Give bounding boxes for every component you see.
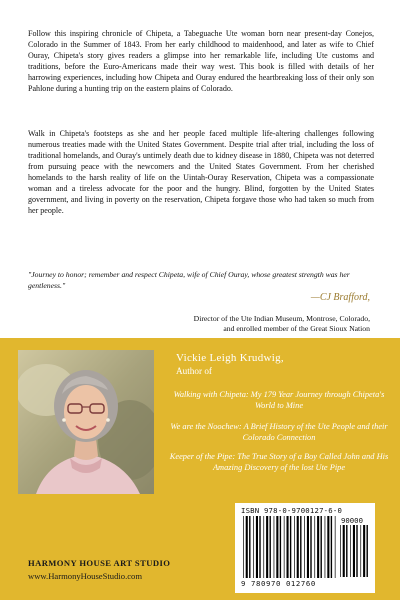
book-title-2: We are the Noochew: A Brief History of the Ute People and their Colorado Connection <box>170 422 388 442</box>
book-title-3: Keeper of the Pipe: The True Story of a Boy Called John and His Amazing Discovery of the lost Ute Pipe <box>169 452 389 472</box>
barcode-bars <box>243 516 337 578</box>
description-paragraph-2: Walk in Chipeta's footsteps as she and her people faced multiple life-altering challenges following numerous treaties made with the United States Government. Despite trial after trial, including the loss of traditional homelands, and Ouray's untimely death due to kidney disease in 1880, Chipeta was not deterred from pursuing peace with the newcomers and the United States Government. From her cherished homelands to the harsh reality of life on the Uintah-Ouray Reservation, Chipeta was a compassionate woman and a tireless advocate for the poor and the hungry. Blind, forgotten by the United States government, and living in poverty on the reservation, Chipeta forgave those who had taken so much from her people. <box>28 129 374 215</box>
price-barcode-bars <box>340 525 370 577</box>
author-photo <box>18 350 154 494</box>
isbn-barcode <box>235 503 375 593</box>
book-title-1: Walking with Chipeta: My 179 Year Journey through Chipeta's World to Mine <box>173 390 385 410</box>
author-role: Author of <box>176 366 212 376</box>
isbn-number: ISBN 978-0-9700127-6-0 <box>241 506 343 515</box>
description-paragraph-1: Follow this inspiring chronicle of Chipeta, a Tabeguache Ute woman born near present-day Conejos, Colorado in the Summer of 1843. From her early childhood to maidenhood, and later as wife to Chief Ouray, Chipeta's story gives readers a glimpse into her remarkable life, including Ute customs and traditions, before the Euro-Americans made their way west. This book is filled with details of her harrowing experiences, including how Chipeta and Ouray endured the heartbreaking loss of their only son Pahlone during a hunting trip on the eastern plains of Colorado. <box>28 29 374 93</box>
price-code: 90000 <box>341 516 363 525</box>
endorser-affiliation: and enrolled member of the Great Sioux Nation <box>223 324 370 333</box>
publisher-name: HARMONY HOUSE ART STUDIO <box>28 558 171 568</box>
endorser-name: —CJ Brafford, <box>310 292 370 303</box>
publisher-website: www.HarmonyHouseStudio.com <box>28 571 143 581</box>
endorser-title: Director of the Ute Indian Museum, Montrose, Colorado, <box>193 314 370 323</box>
author-name: Vickie Leigh Krudwig, <box>176 352 284 364</box>
endorsement-quote: "Journey to honor; remember and respect Chipeta, wife of Chief Ouray, whose greatest strength was her gentleness." <box>28 270 350 290</box>
barcode-digits: 9 780970 012760 <box>241 579 316 588</box>
